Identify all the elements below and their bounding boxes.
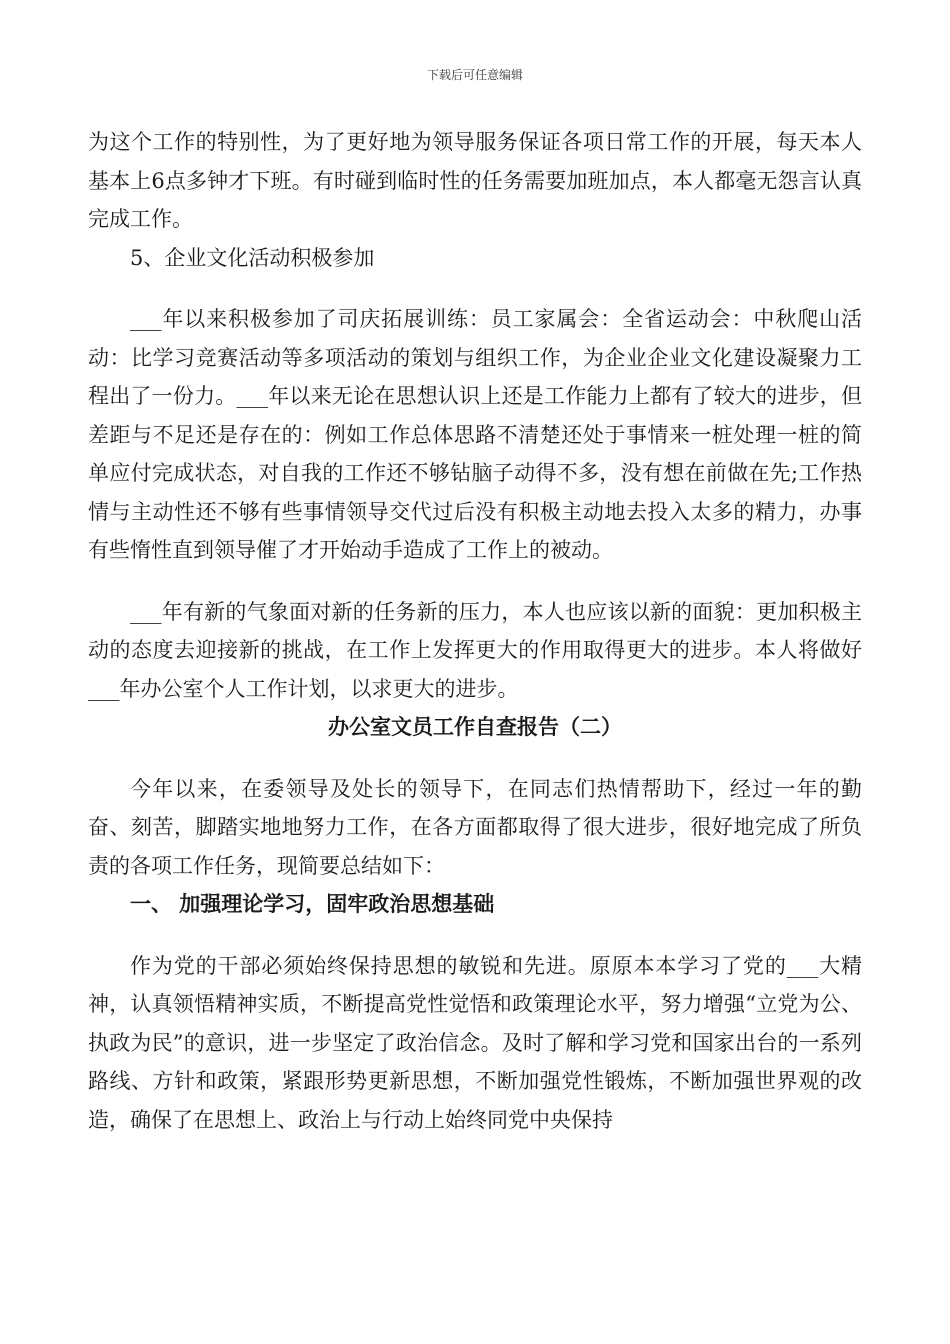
- section-heading-5: 5、企业文化活动积极参加: [130, 245, 375, 270]
- section-heading-1: 一、 加强理论学习，固牢政治思想基础: [130, 892, 495, 916]
- paragraph-continuation: 为这个工作的特别性，为了更好地为领导服务保证各项日常工作的开展，每天本人基本上6点多钟才下班。有时碰到临时性的任务需要加班加点，本人都毫无怨言认真完成工作。: [88, 130, 862, 231]
- document-body: [88, 123, 862, 1139]
- page-header: 下载后可任意编辑: [426, 68, 523, 82]
- paragraph-new-year: ___年有新的气象面对新的任务新的压力，本人也应该以新的面貌：更加积极主动的态度去迎接新的挑战，在工作上发挥更大的作用取得更大的进步。本人将做好___年办公室个人工作计划，以求更大的进步。: [88, 599, 862, 701]
- paragraph-theory-study: 作为党的干部必须始终保持思想的敏锐和先进。原原本本学习了党的___大精神，认真领悟精神实质，不断提高党性觉悟和政策理论水平，努力增强“立党为公、执政为民”的意识，进一步坚定了政治信念。及时了解和学习党和国家出台的一系列路线、方针和政策，紧跟形势更新思想，不断加强党性锻炼，不断加强世界观的改造，确保了在思想上、政治上与行动上始终同党中央保持: [88, 953, 862, 1132]
- paragraph-intro: 今年以来，在委领导及处长的领导下，在同志们热情帮助下，经过一年的勤奋、刻苦，脚踏实地地努力工作，在各方面都取得了很大进步，很好地完成了所负责的各项工作任务，现简要总结如下：: [88, 776, 862, 878]
- paragraph-culture-activities: ___年以来积极参加了司庆拓展训练：员工家属会：全省运动会：中秋爬山活动：比学习竞赛活动等多项活动的策划与组织工作，为企业企业文化建设凝聚力工程出了一份力。___年以来无论在思想认识上还是工作能力上都有了较大的进步，但差距与不足还是存在的：例如工作总体思路不清楚还处于事情来一桩处理一桩的简单应付完成状态，对自我的工作还不够钻脑子动得不多，没有想在前做在先;工作热情与主动性还不够有些事情领导交代过后没有积极主动地去投入太多的精力，办事有些惰性直到领导催了才开始动手造成了工作上的被动。: [88, 307, 862, 562]
- document-title: 办公室文员工作自查报告（二）: [328, 715, 622, 739]
